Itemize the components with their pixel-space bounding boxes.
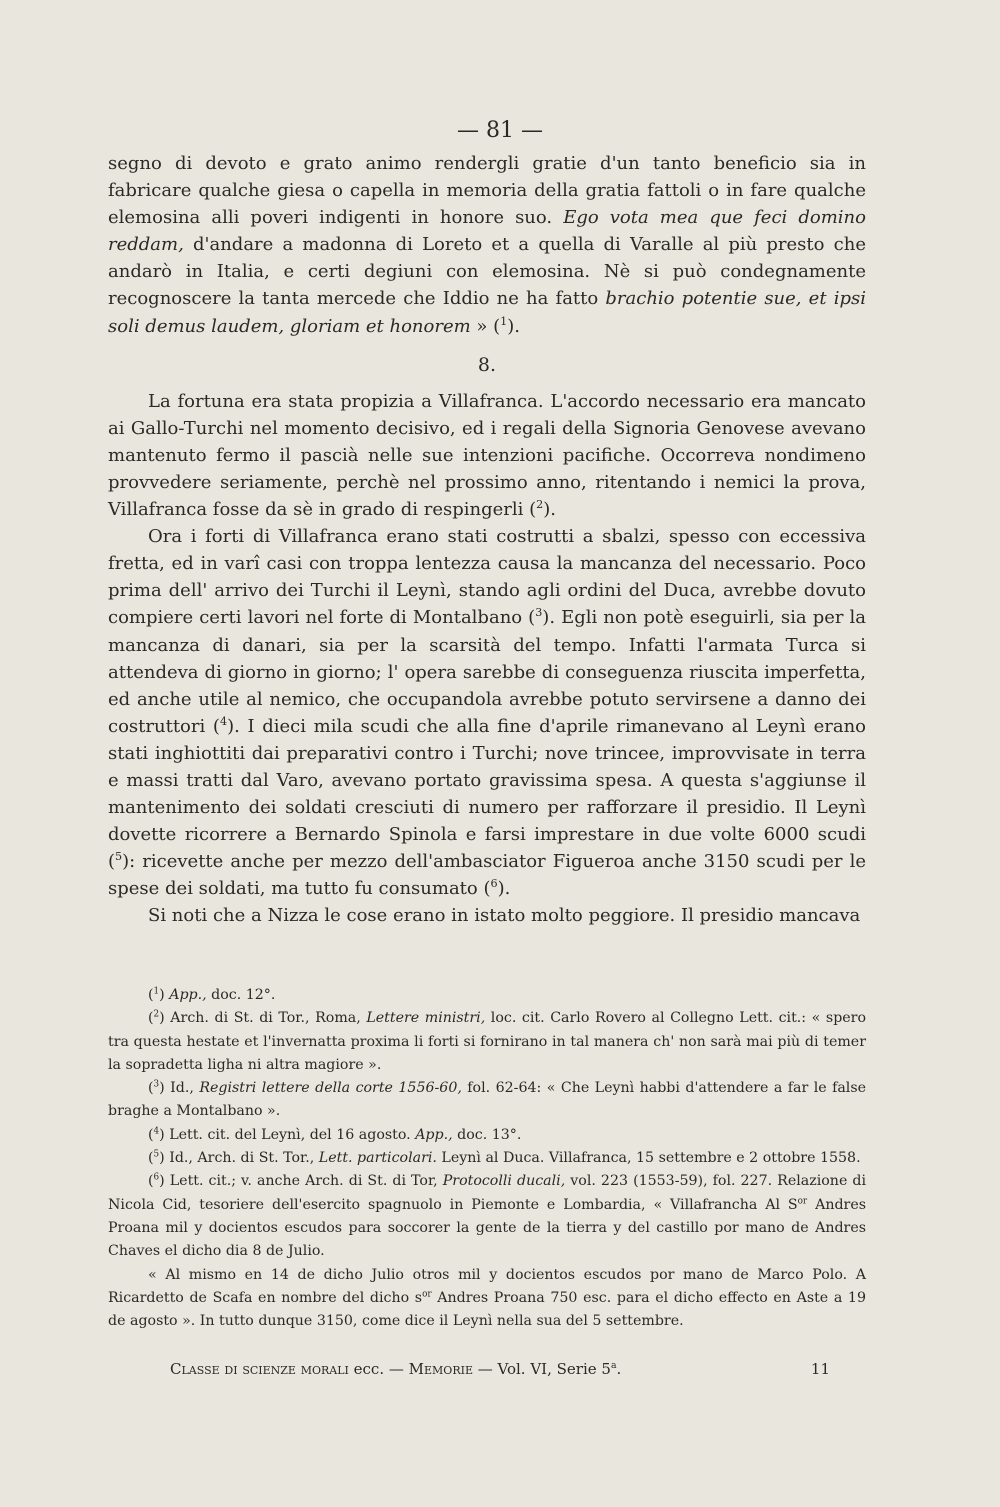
text-run: Leynì al Duca. Villafranca, 15 settembre e 2 ottobre 1558. [436,1150,861,1167]
text-run: Arch. di St. di Tor., Roma, [164,1010,367,1027]
footnote-number: 2 [153,1009,160,1020]
italic-ref: Protocolli ducali, [442,1173,566,1190]
text-run: doc. 12°. [206,987,276,1003]
footnote-ref-4: 4 [219,714,228,728]
page-number: — 81 — [457,118,543,143]
italic-ref: Lettere ministri, [366,1010,486,1027]
superscript: a [610,1360,617,1371]
footnote-ref-3: 3 [535,606,543,620]
footer-citation [170,1360,621,1378]
text-run: Andres Proana mil y docientos escudos para soccorer la gente de la tierra y del castillo por mano de Andres Chaves el dicho dia 8 de Julio. [108,1196,866,1260]
text-run: fol. 62-64: « Che Leynì habbi d'attendere a far le false braghe a Montalbano ». [108,1080,867,1120]
latin-quote: Ego vota mea que feci domino reddam, [108,207,866,256]
footnote-number: 4 [153,1126,160,1137]
footnote-number: 6 [153,1172,160,1183]
text-run: « Al mismo en 14 de dicho Julio otros mil y docientos escudos por mano de Marco Polo. A Ricardetto de Scafa en nombre del dicho s [108,1266,866,1306]
text-run: doc. 13°. [452,1126,522,1143]
footnote-6: ($^6$) Lett. cit.; v. anche Arch. di St. di Tor, Protocolli ducali, vol. 223 (1553-59), fol. 227. Relazione di Nicola Cid, tesoriere dell'esercito spagnuolo in Piemonte e Lombardia, « Villafrancha Al $S^{or}$ Andres Proana mil y docientos escudos para soccorer la gente de la tierra y del castillo por mano de Andres Chaves el dicho dia 8 de Julio. [108,1172,867,1260]
latin-quote: brachio potentie sue, et ipsi soli demus laudem, gloriam et honorem [108,288,867,337]
text-run: Andres Proana 750 esc. para el dicho effecto en Aste a 19 de agosto ». In tutto dunque 3150, come dice il Leynì nella sua del 5 settembre. [108,1289,866,1330]
footnote-ref-6: 6 [490,877,498,891]
footnote-1: ($^1$) App., doc. 12°. [148,986,276,1003]
text-run: Lett. cit.; v. anche Arch. di St. di Tor, [164,1173,443,1190]
text-run: Ora i forti di Villafranca erano stati costrutti a sbalzi, spesso con eccessiva fretta, ed in varî casi con troppa lentezza causa la mancanza del necessario. Poco prima dell' arrivo dei Turchi il Leynì, stando agli ordini del Duca, avrebbe dovuto compiere certi lavori nel forte di Montalbano ( [108,526,866,629]
text-run: segno di devoto e grato animo rendergli gratie d'un tanto beneficio sia in fabricare qualche giesa o capella in memoria della gratia fattoli o in fare qualche elemosina alli poveri indigenti in honore suo. [108,153,866,229]
footnote-4: ($^4$) Lett. cit. del Leynì, del 16 agosto. App., doc. 13°. [148,1126,522,1143]
section-number: 8. [477,353,497,376]
text-run: ). I dieci mila scudi che alla fine d'aprile rimanevano al Leynì erano stati inghiottiti dai preparativi contro i Turchi; nove trincee, improvvisate in terra e massi tratti dal Varo, avevano portato gravissima spesa. A questa s'aggiunse il mantenimento dei soldati cresciuti di numero per rafforzare il presidio. Il Leynì dovette ricorrere a Bernardo Spinola e farsi imprestare in due volte 6000 scudi ( [108,715,867,873]
text-run: d'andare a madonna di Loreto et a quella di Varalle al più presto che andarò in Italia, e certi degiuni con elemosina. Nè si può condegnamente recognoscere la tanta mercede che Iddio ne ha fatto [108,234,866,310]
footnote-ref-5: 5 [115,850,123,864]
footnote-3: ($^3$) Id., Registri lettere della corte 1556-60, fol. 62-64: « Che Leynì habbi d'attendere a far le false braghe a Montalbano ». [108,1079,867,1120]
paragraph-1 [108,150,866,340]
italic-ref: App., [415,1126,453,1143]
page-footer [170,1360,830,1378]
text-run: — Vol. VI, Serie 5 [472,1360,611,1378]
main-text [108,150,866,930]
text-run: ). [497,878,511,900]
text-run: ). Egli non potè eseguirli, sia per la mancanza di danari, sia per la scarsità del tempo. Infatti l'armata Turca si attendeva di giorno in giorno; l' opera sarebbe di conseguenza riuscita imperfetta, ed anche utile al nemico, che occupandola avrebbe potuto servirsene a danno dei costruttori ( [108,607,866,737]
italic-ref: Registri lettere della corte 1556-60, [199,1080,462,1097]
paragraph-3 [108,523,866,902]
text-run: vol. 223 (1553-59), fol. 227. Relazione di Nicola Cid, tesoriere dell'esercito spagnuolo in Piemonte e Lombardia, « Villafrancha Al S [108,1173,867,1213]
text-run: ecc. — [348,1360,409,1378]
footnotes [108,984,866,1333]
italic-ref: Lett. particolari. [318,1150,437,1167]
superscript: or [797,1195,808,1206]
text-run: Classe di scienze morali [170,1360,349,1378]
signature-mark: 11 [810,1360,830,1378]
text-run: . [616,1360,622,1378]
text-run: Id., [164,1080,200,1097]
text-run: loc. cit. Carlo Rovero al Collegno Lett. cit.: « spero tra questa hestate et l'invernatta proxima li forti si fornirano in tal manera ch' non sarà mai più di temer la sopradetta ligha ni altra magiore ». [108,1010,866,1073]
footnote-number: 1 [153,986,160,997]
footnote-ref-1: 1 [500,314,508,328]
text-run: Memorie [408,1360,473,1378]
footnote-number: 3 [153,1079,160,1090]
footnote-5: ($^5$) Id., Arch. di St. Tor., Lett. particolari. Leynì al Duca. Villafranca, 15 settembre e 2 ottobre 1558. [148,1149,861,1167]
text-run: Id., Arch. di St. Tor., [164,1150,319,1167]
text-run: Lett. cit. del Leynì, del 16 agosto. [164,1126,416,1143]
superscript: or [422,1289,432,1300]
paragraph-2 [108,388,866,523]
text-run: ). [543,499,557,521]
paragraph-4: Si noti che a Nizza le cose erano in istato molto peggiore. Il presidio mancava [148,905,861,927]
footnote-2: ($^2$) Arch. di St. di Tor., Roma, Lettere ministri, loc. cit. Carlo Rovero al Collegno Lett. cit.: « spero tra questa hestate et l'invernatta proxima li forti si fornirano in tal manera ch' non sarà mai più di temer la sopradetta ligha ni altra magiore ». [108,1009,866,1073]
text-run: » ( [470,315,501,337]
text-run: ). [507,315,521,337]
text-run: La fortuna era stata propizia a Villafranca. L'accordo necessario era mancato ai Gallo-Turchi nel momento decisivo, ed i regali della Signoria Genovese avevano mantenuto fermo il pascià nelle sue intenzioni pacifiche. Occorreva nondimeno provvedere seriamente, perchè nel prossimo anno, ritentando i nemici la prova, Villafranca fosse da sè in grado di respingerli ( [108,390,866,521]
footnote-number: 5 [153,1149,160,1160]
footnote-ref-2: 2 [536,498,544,512]
text-run: ): ricevette anche per mezzo dell'ambasciator Figueroa anche 3150 scudi per le spese dei soldati, ma tutto fu consumato ( [108,851,866,900]
italic-ref: App., [169,987,207,1003]
footnote-6-continuation [108,1264,866,1334]
